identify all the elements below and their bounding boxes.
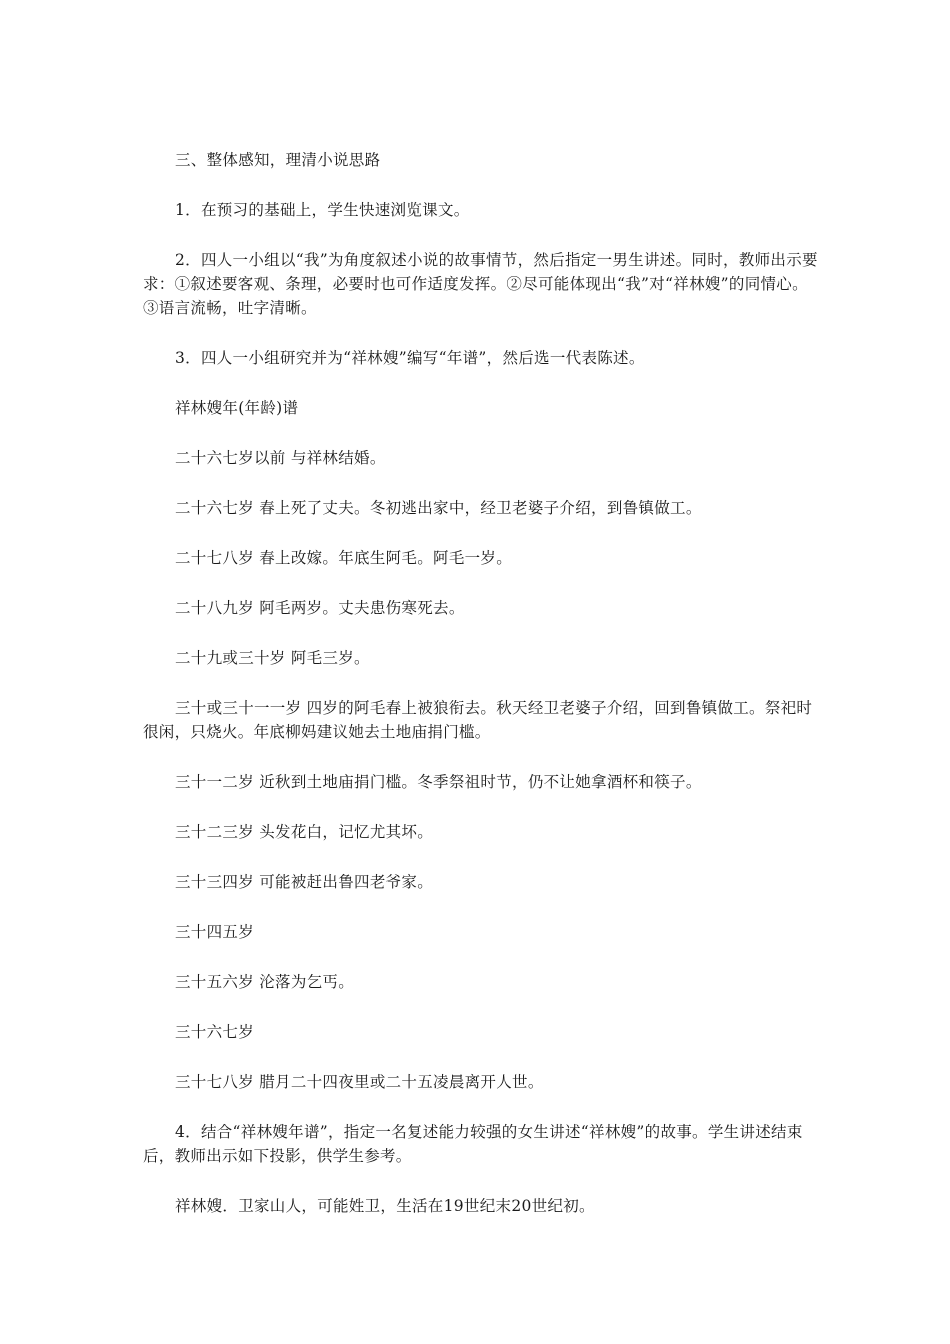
chronology-entry: 三十七八岁 腊月二十四夜里或二十五凌晨离开人世。 [175, 1073, 544, 1091]
chronology-entry: 三十一二岁 近秋到土地庙捐门槛。冬季祭祖时节，仍不让她拿酒杯和筷子。 [175, 773, 702, 791]
chronology-entry: 二十七八岁 春上改嫁。年底生阿毛。阿毛一岁。 [175, 549, 513, 567]
chronology-entry: 二十八九岁 阿毛两岁。丈夫患伤寒死去。 [175, 599, 465, 617]
chronology-entry: 二十九或三十岁 阿毛三岁。 [175, 649, 370, 667]
chronology-title: 祥林嫂年(年龄)谱 [175, 399, 299, 417]
paragraph-5: 祥林嫂．卫家山人，可能姓卫，生活在19世纪末20世纪初。 [175, 1197, 595, 1215]
chronology-entry: 三十三四岁 可能被赶出鲁四老爷家。 [175, 873, 434, 891]
section-heading: 三、整体感知，理清小说思路 [175, 151, 381, 169]
chronology-entry: 三十六七岁 [175, 1023, 255, 1041]
paragraph-3: 3．四人一小组研究并为“祥林嫂”编写“年谱”，然后选一代表陈述。 [175, 349, 645, 367]
chronology-entry: 二十六七岁以前 与祥林结婚。 [175, 449, 386, 467]
chronology-entry: 三十四五岁 [175, 923, 255, 941]
chronology-entry: 三十或三十一一岁 四岁的阿毛春上被狼衔去。秋天经卫老婆子介绍，回到鲁镇做工。祭祀时很闲，只烧火。年底柳妈建议她去土地庙捐门槛。 [143, 699, 813, 741]
document-page [143, 0, 823, 1344]
chronology-entry: 三十五六岁 沦落为乞丐。 [175, 973, 355, 991]
chronology-entry: 三十二三岁 头发花白，记忆尤其坏。 [175, 823, 434, 841]
paragraph-4: 4．结合“祥林嫂年谱”，指定一名复述能力较强的女生讲述“祥林嫂”的故事。学生讲述结束后，教师出示如下投影，供学生参考。 [143, 1123, 803, 1165]
chronology-entry: 二十六七岁 春上死了丈夫。冬初逃出家中，经卫老婆子介绍，到鲁镇做工。 [175, 499, 702, 517]
paragraph-1: 1．在预习的基础上，学生快速浏览课文。 [175, 201, 470, 219]
paragraph-2: 2．四人一小组以“我”为角度叙述小说的故事情节，然后指定一男生讲述。同时，教师出示要求：①叙述要客观、条理，必要时也可作适度发挥。②尽可能体现出“我”对“祥林嫂”的同情心。③语言流畅，吐字清晰。 [143, 251, 818, 317]
